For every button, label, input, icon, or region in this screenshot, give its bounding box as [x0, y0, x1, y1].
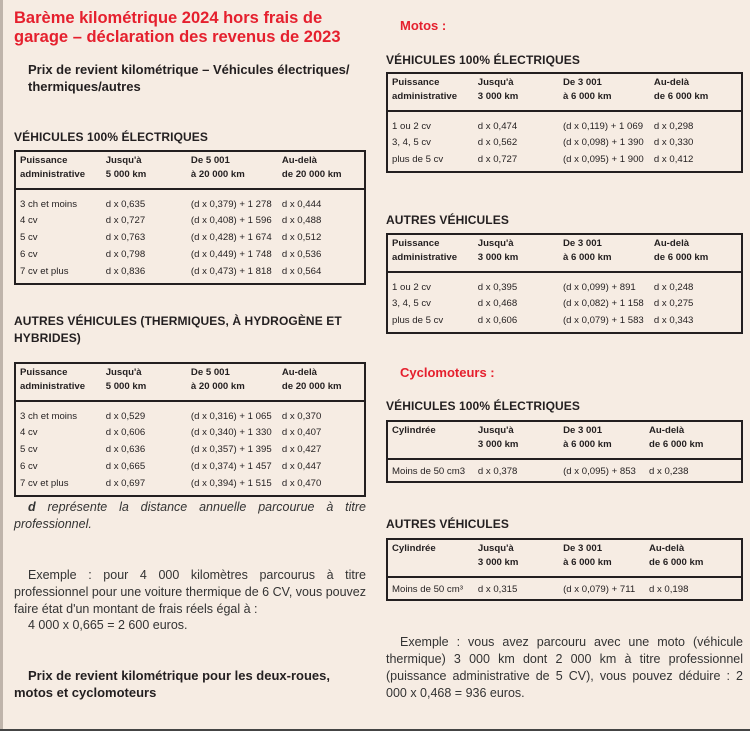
table-cell: 5 cv [20, 232, 38, 243]
table-cell: d x 0,330 [653, 137, 694, 148]
column-header: à 6 000 km [563, 439, 612, 450]
table-row [387, 577, 742, 600]
table-cell: d x 0,298 [653, 120, 694, 132]
column-header: De 3 001 [563, 425, 603, 436]
column-header: administrative [392, 91, 458, 102]
motos-electric-title: VÉHICULES 100% ÉLECTRIQUES [386, 53, 580, 67]
table-row [387, 151, 742, 172]
table-cell: 1 ou 2 cv [392, 281, 431, 293]
car-electric-table [14, 150, 366, 285]
column-header: Puissance [20, 367, 68, 378]
table-cell: d x 0,606 [477, 314, 518, 326]
table-cell: (d x 0,408) + 1 596 [190, 215, 272, 226]
table-row [387, 272, 742, 295]
column-header: Jusqu'à [105, 367, 142, 378]
table-row [15, 246, 365, 263]
table-cell: 3, 4, 5 cv [392, 137, 431, 148]
column-header: à 6 000 km [563, 557, 612, 568]
table-header-row [387, 539, 742, 557]
column-header: de 6 000 km [648, 557, 704, 568]
table-cell: d x 0,370 [281, 410, 322, 422]
page-title: Barème kilométrique 2024 hors frais de garage – déclaration des revenus de 2023 [14, 9, 341, 46]
table-cell: d x 0,470 [281, 477, 322, 489]
table-cell: (d x 0,119) + 1 069 [562, 120, 644, 132]
table-cell: (d x 0,095) + 1 900 [562, 153, 644, 165]
table-cell: d x 0,198 [648, 584, 689, 595]
table-cell: d x 0,763 [105, 232, 146, 243]
table-cell: d x 0,836 [105, 265, 146, 277]
cyclo-other-table [386, 538, 743, 601]
table-row [15, 212, 365, 229]
table-cell: (d x 0,099) + 891 [562, 281, 636, 293]
table-cell: 3 ch et moins [20, 198, 78, 210]
column-header: De 5 001 [190, 367, 230, 378]
column-header: Au-delà [648, 543, 685, 554]
table-cell: (d x 0,082) + 1 158 [562, 298, 644, 309]
column-header: de 20 000 km [281, 381, 342, 392]
column-header: De 3 001 [562, 77, 602, 88]
car-electric-title: VÉHICULES 100% ÉLECTRIQUES [14, 130, 208, 144]
table-cell: plus de 5 cv [392, 314, 444, 326]
column-header: Cylindrée [392, 425, 436, 436]
car-other-table [14, 362, 366, 497]
column-header: à 20 000 km [190, 169, 245, 180]
column-header: administrative [392, 252, 458, 263]
table-cell: d x 0,412 [653, 153, 694, 165]
table-cell: (d x 0,428) + 1 674 [190, 232, 272, 243]
left-margin-rule [0, 0, 3, 731]
table-cell: 3 ch et moins [20, 410, 78, 422]
motos-electric-table [386, 72, 743, 173]
motos-other-title: AUTRES VÉHICULES [386, 213, 509, 227]
table-cell: (d x 0,098) + 1 390 [562, 137, 644, 148]
column-header: Jusqu'à [477, 543, 514, 554]
table-cell: d x 0,636 [105, 444, 146, 455]
cyclo-other-title: AUTRES VÉHICULES [386, 517, 509, 531]
table-cell: (d x 0,079) + 1 583 [562, 314, 644, 326]
table-cell: d x 0,488 [281, 215, 322, 226]
table-row [15, 458, 365, 475]
column-header: 3 000 km [477, 439, 519, 450]
car-subtitle: Prix de revient kilométrique – Véhicules électriques/ thermiques/autres [28, 62, 350, 94]
table-header-row [15, 381, 365, 401]
motos-other-table [386, 233, 743, 334]
car-example-calc: 4 000 x 0,665 = 2 600 euros. [28, 618, 188, 632]
table-row [15, 263, 365, 284]
table-header-row [387, 439, 742, 459]
table-header-row [387, 421, 742, 439]
column-header: 5 000 km [105, 169, 147, 180]
table-cell: (d x 0,394) + 1 515 [190, 477, 272, 489]
column-header: 5 000 km [105, 381, 147, 392]
table-cell: Moins de 50 cm³ [392, 584, 463, 595]
moto-example: Exemple : vous avez parcouru avec une moto (véhicule thermique) 3 000 km dont 2 000 km à titre professionnel (puissance administrative de 5 CV), vous pouvez déduire : 2 000 x 0,468 = 936 euros. [386, 635, 743, 700]
table-cell: d x 0,238 [648, 466, 689, 477]
table-cell: 4 cv [20, 427, 38, 438]
table-cell: d x 0,474 [477, 120, 518, 132]
table-cell: d x 0,378 [477, 466, 518, 477]
table-cell: d x 0,665 [105, 461, 146, 472]
column-header: 3 000 km [477, 91, 519, 102]
table-cell: (d x 0,095) + 853 [563, 466, 636, 477]
column-header: Au-delà [281, 155, 318, 166]
column-header: Au-delà [281, 367, 318, 378]
column-header: à 6 000 km [562, 91, 612, 102]
table-row [387, 312, 742, 333]
table-row [15, 401, 365, 424]
column-header: à 20 000 km [190, 381, 245, 392]
table-header-row [387, 73, 742, 91]
cyclo-electric-title: VÉHICULES 100% ÉLECTRIQUES [386, 399, 580, 413]
column-header: Jusqu'à [105, 155, 142, 166]
table-cell: d x 0,395 [477, 281, 518, 293]
table-cell: d x 0,697 [105, 477, 146, 489]
two-wheel-title: Prix de revient kilométrique pour les deux-roues, motos et cyclomoteurs [14, 668, 330, 700]
table-cell: 7 cv et plus [20, 265, 69, 277]
table-cell: 5 cv [20, 444, 38, 455]
table-header-row [387, 557, 742, 577]
table-row [15, 424, 365, 441]
table-cell: d x 0,447 [281, 461, 322, 472]
table-cell: (d x 0,374) + 1 457 [190, 461, 272, 472]
column-header: De 3 001 [562, 238, 602, 249]
column-header: à 6 000 km [562, 252, 612, 263]
table-cell: d x 0,407 [281, 427, 322, 438]
table-row [15, 189, 365, 212]
table-cell: d x 0,427 [281, 444, 322, 455]
d-definition-note [14, 499, 366, 533]
column-header: 3 000 km [477, 252, 519, 263]
column-header: 3 000 km [477, 557, 519, 568]
car-example: Exemple : pour 4 000 kilomètres parcourus à titre professionnel pour une voiture thermique de 6 CV, vous pouvez faire état d'un montant de frais réels égal à : [14, 568, 366, 616]
table-cell: d x 0,727 [105, 215, 146, 226]
table-cell: (d x 0,379) + 1 278 [190, 198, 272, 210]
column-header: administrative [20, 381, 86, 392]
table-cell: Moins de 50 cm3 [392, 466, 466, 477]
table-cell: d x 0,536 [281, 249, 322, 260]
table-cell: d x 0,444 [281, 198, 322, 210]
table-cell: 1 ou 2 cv [392, 120, 431, 132]
column-header: Au-delà [653, 77, 690, 88]
table-cell: d x 0,635 [105, 198, 146, 210]
column-header: De 5 001 [190, 155, 230, 166]
table-cell: 6 cv [20, 461, 38, 472]
column-header: Puissance [20, 155, 68, 166]
table-header-row [15, 151, 365, 169]
table-cell: (d x 0,449) + 1 748 [190, 249, 272, 260]
table-cell: (d x 0,316) + 1 065 [190, 410, 272, 422]
column-header: Jusqu'à [477, 425, 514, 436]
cyclo-electric-table [386, 420, 743, 483]
column-header: Puissance [392, 238, 440, 249]
table-cell: d x 0,606 [105, 427, 146, 438]
d-variable: d [28, 500, 36, 514]
table-row [387, 111, 742, 134]
table-cell: plus de 5 cv [392, 153, 444, 165]
column-header: Au-delà [648, 425, 685, 436]
column-header: Jusqu'à [477, 77, 514, 88]
table-cell: d x 0,798 [105, 249, 146, 260]
table-cell: d x 0,727 [477, 153, 518, 165]
column-header: De 3 001 [563, 543, 603, 554]
table-row [15, 229, 365, 246]
table-cell: d x 0,275 [653, 298, 694, 309]
column-header: de 6 000 km [648, 439, 704, 450]
table-cell: d x 0,512 [281, 232, 322, 243]
table-cell: 4 cv [20, 215, 38, 226]
table-cell: (d x 0,473) + 1 818 [190, 265, 272, 277]
table-cell: 3, 4, 5 cv [392, 298, 431, 309]
table-cell: d x 0,315 [477, 584, 518, 595]
column-header: de 6 000 km [653, 91, 709, 102]
column-header: Cylindrée [392, 543, 436, 554]
table-header-row [15, 363, 365, 381]
table-cell: d x 0,529 [105, 410, 146, 422]
column-header [387, 439, 474, 459]
table-row [15, 441, 365, 458]
table-cell: d x 0,248 [653, 281, 694, 293]
column-header: de 20 000 km [281, 169, 342, 180]
motos-label: Motos : [400, 18, 447, 33]
column-header: administrative [20, 169, 86, 180]
table-header-row [387, 91, 742, 111]
table-cell: 7 cv et plus [20, 477, 69, 489]
table-cell: d x 0,343 [653, 314, 694, 326]
column-header: de 6 000 km [653, 252, 709, 263]
table-cell: (d x 0,357) + 1 395 [190, 444, 272, 455]
table-row [15, 475, 365, 496]
table-row [387, 295, 742, 312]
d-definition-text: représente la distance annuelle parcourue à titre professionnel. [14, 500, 366, 531]
table-cell: d x 0,564 [281, 265, 322, 277]
table-header-row [387, 234, 742, 252]
column-header [387, 557, 474, 577]
cyclo-label: Cyclomoteurs : [400, 365, 495, 380]
table-cell: (d x 0,340) + 1 330 [190, 427, 272, 438]
table-row [387, 459, 742, 482]
column-header: Jusqu'à [477, 238, 514, 249]
column-header: Au-delà [653, 238, 690, 249]
table-header-row [15, 169, 365, 189]
column-header: Puissance [392, 77, 440, 88]
table-header-row [387, 252, 742, 272]
car-other-title: AUTRES VÉHICULES (THERMIQUES, À HYDROGÈNE ET HYBRIDES) [14, 314, 342, 345]
table-cell: 6 cv [20, 249, 38, 260]
table-row [387, 134, 742, 151]
table-cell: (d x 0,079) + 711 [563, 584, 636, 595]
table-cell: d x 0,468 [477, 298, 518, 309]
table-cell: d x 0,562 [477, 137, 518, 148]
